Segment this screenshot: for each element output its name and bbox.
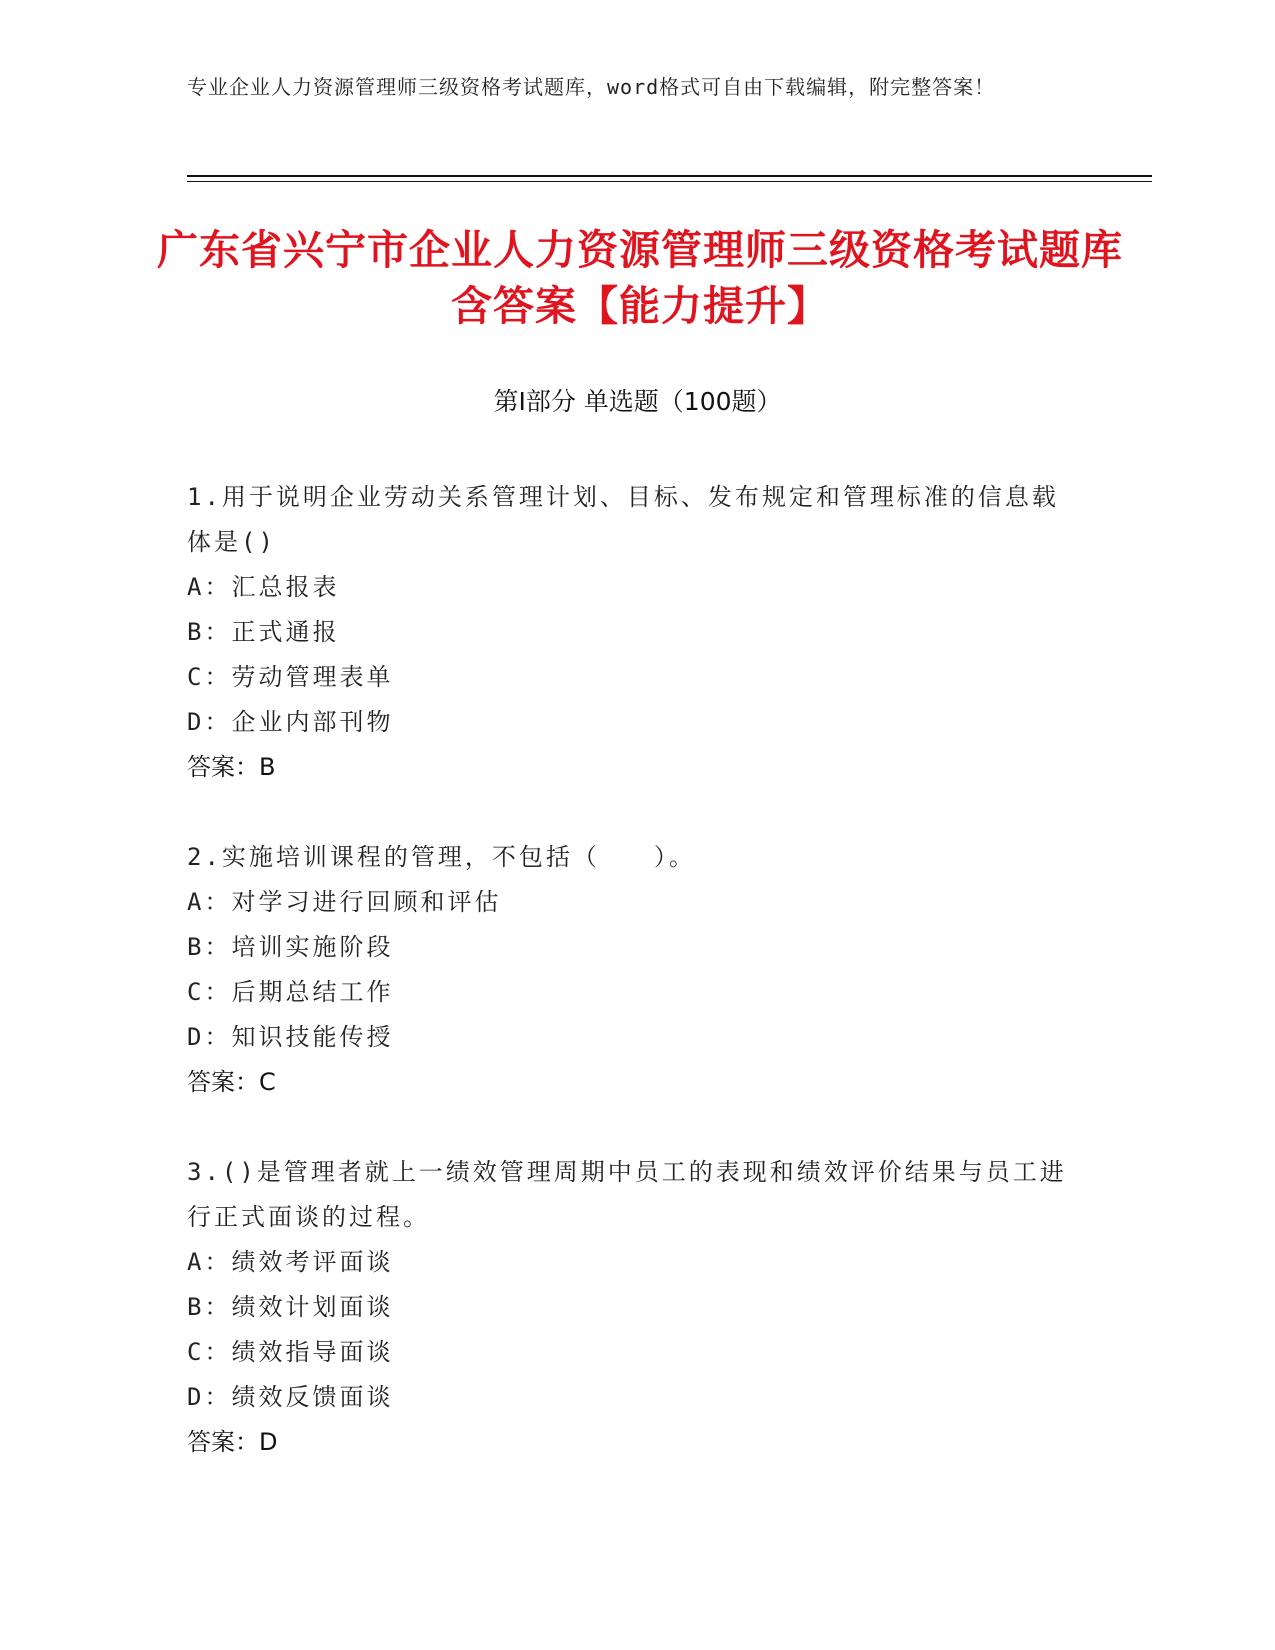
option-c: C：后期总结工作 (187, 978, 394, 1006)
option-d: D：企业内部刊物 (187, 708, 394, 736)
option-a: A：对学习进行回顾和评估 (187, 888, 502, 916)
option-a: A：汇总报表 (187, 573, 340, 601)
answer: 答案：D (187, 1428, 278, 1456)
option-c: C：劳动管理表单 (187, 663, 394, 691)
header-divider (187, 175, 1152, 177)
answer: 答案：B (187, 753, 276, 781)
question-text: 1.用于说明企业劳动关系管理计划、目标、发布规定和管理标准的信息载体是() (187, 483, 1059, 556)
answer: 答案：C (187, 1068, 276, 1096)
option-b: B：正式通报 (187, 618, 340, 646)
question-3 (187, 1150, 1067, 1465)
question-list (187, 475, 1067, 1510)
option-b: B：绩效计划面谈 (187, 1293, 394, 1321)
question-text: 3.()是管理者就上一绩效管理周期中员工的表现和绩效评价结果与员工进行正式面谈的过程。 (187, 1158, 1067, 1231)
document-title: 广东省兴宁市企业人力资源管理师三级资格考试题库含答案【能力提升】 (157, 226, 1123, 330)
header-divider-thin (187, 181, 1152, 182)
option-a: A：绩效考评面谈 (187, 1248, 394, 1276)
option-b: B：培训实施阶段 (187, 933, 394, 961)
question-2 (187, 835, 1067, 1105)
question-text: 2.实施培训课程的管理，不包括（ ）。 (187, 843, 696, 871)
option-c: C：绩效指导面谈 (187, 1338, 394, 1366)
option-d: D：绩效反馈面谈 (187, 1383, 394, 1411)
option-d: D：知识技能传授 (187, 1023, 394, 1051)
header-note: 专业企业人力资源管理师三级资格考试题库，word格式可自由下载编辑，附完整答案！ (187, 75, 996, 99)
section-heading: 第Ⅰ部分 单选题（100题） (493, 387, 782, 416)
question-1 (187, 475, 1067, 790)
